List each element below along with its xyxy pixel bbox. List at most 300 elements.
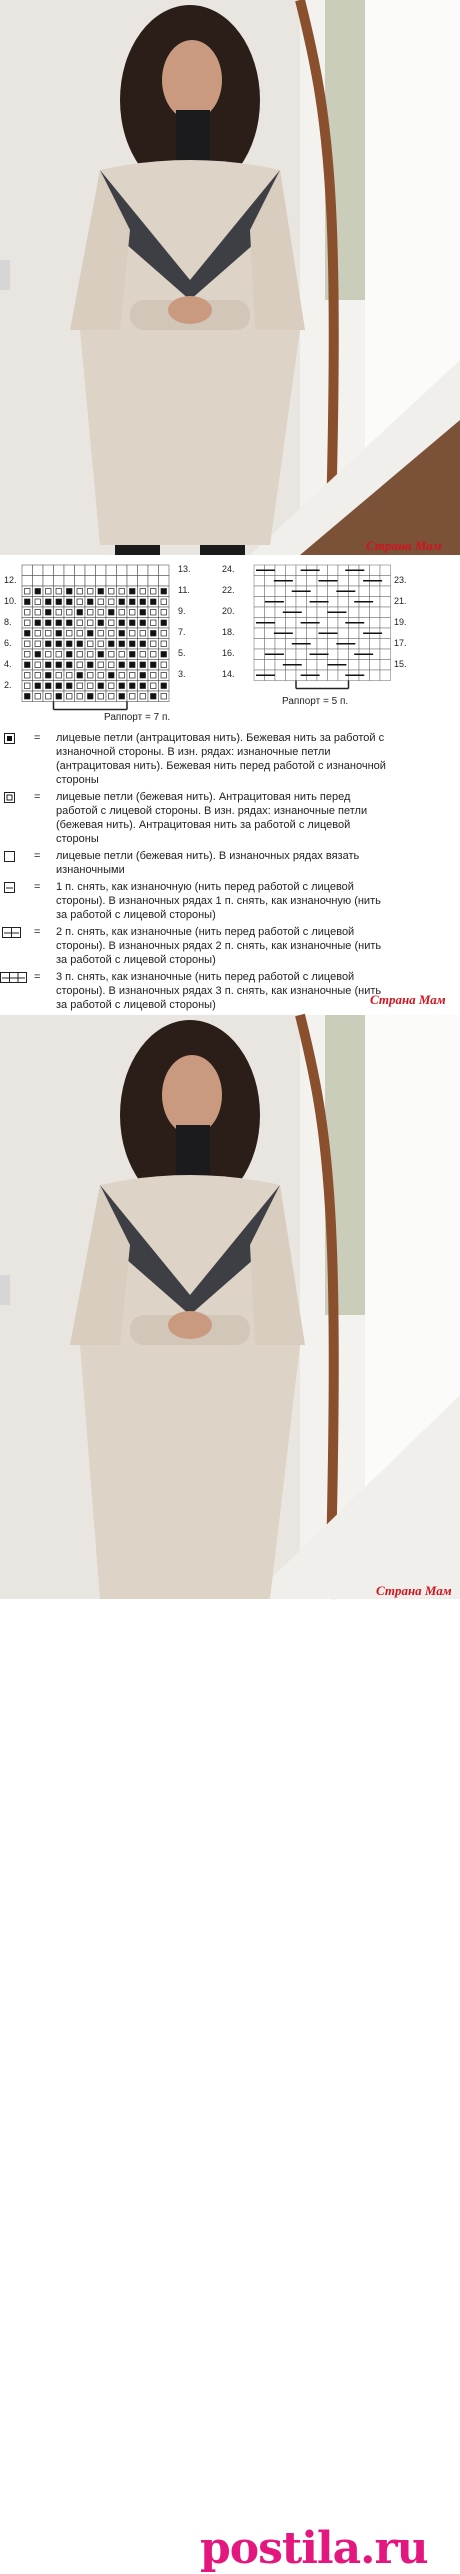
light-stitch [77, 694, 83, 700]
row-number: 20. [222, 606, 235, 616]
dark-stitch [119, 662, 125, 668]
chart-cell [359, 586, 370, 597]
chart-cell [380, 597, 391, 608]
dark-stitch [25, 631, 31, 637]
equals-sign: = [34, 926, 41, 938]
chart-cell [96, 565, 107, 576]
chart-cell [380, 649, 391, 660]
light-stitch [151, 673, 157, 679]
dark-stitch [151, 694, 157, 700]
chart-cell [370, 618, 381, 629]
dark-stitch [130, 620, 136, 626]
light-stitch [98, 641, 104, 647]
dark-stitch [56, 641, 62, 647]
light-stitch [88, 620, 94, 626]
dark-stitch [98, 620, 104, 626]
dark-stitch [119, 694, 125, 700]
light-stitch [161, 610, 167, 616]
chart-cell [265, 660, 276, 671]
light-stitch [46, 589, 52, 595]
chart-cell [317, 639, 328, 650]
dark-stitch [35, 589, 41, 595]
chart-cell [286, 597, 297, 608]
dark-stitch [98, 589, 104, 595]
light-stitch [35, 673, 41, 679]
slip2-icon [2, 927, 22, 939]
dark-stitch [161, 620, 167, 626]
legend-text: лицевые петли (бежевая нить). Антрацитовая нить перед работой с лицевой стороны. В изн. рядах: изнаночные петли (бежевая нить). Антрацитовая нить за работой с лицевой стороны [56, 791, 368, 845]
light-stitch [56, 673, 62, 679]
light-stitch [109, 631, 115, 637]
legend-item [0, 731, 460, 789]
light-stitch [67, 694, 73, 700]
dark-stitch [25, 662, 31, 668]
chart-cell [75, 565, 86, 576]
light-stitch [67, 610, 73, 616]
light-stitch [161, 694, 167, 700]
light-stitch [109, 694, 115, 700]
chart-cell [265, 628, 276, 639]
dark-stitch [67, 683, 73, 689]
dark-stitch [140, 599, 146, 605]
light-stitch [77, 620, 83, 626]
dark-stitch [25, 694, 31, 700]
dark-stitch [151, 662, 157, 668]
chart-cell [286, 618, 297, 629]
dark-stitch [35, 683, 41, 689]
chart-cell [370, 670, 381, 681]
light-stitch [151, 610, 157, 616]
dark-stitch [56, 599, 62, 605]
equals-sign: = [34, 791, 41, 803]
watermark-strana-mam: Страна Мам [366, 538, 442, 553]
row-number: 13. [178, 564, 191, 574]
row-number: 5. [178, 648, 186, 658]
chart-cell [338, 628, 349, 639]
chart-cell [370, 639, 381, 650]
dark-stitch [109, 673, 115, 679]
dark-stitch [35, 652, 41, 658]
dark-stitch [140, 673, 146, 679]
chart-cell [296, 649, 307, 660]
chart-cell [75, 576, 86, 587]
chart-cell [85, 576, 96, 587]
light-stitch [25, 610, 31, 616]
chart-cell [349, 660, 360, 671]
chart-cell [138, 576, 149, 587]
chart-cell [43, 576, 54, 587]
chart-cell [33, 565, 44, 576]
chart-cell [254, 628, 265, 639]
equals-sign: = [34, 971, 41, 983]
dark-stitch [56, 694, 62, 700]
light-stitch [77, 631, 83, 637]
model-photo-top [0, 0, 460, 555]
light-stitch [35, 694, 41, 700]
dark-stitch [67, 662, 73, 668]
light-stitch [161, 599, 167, 605]
row-number: 24. [222, 564, 235, 574]
chart-cell [254, 660, 265, 671]
chart-cell [349, 576, 360, 587]
chart-cell [117, 565, 128, 576]
dark-stitch [109, 610, 115, 616]
chart-cell [328, 618, 339, 629]
chart-cell [380, 660, 391, 671]
dark-stitch [67, 589, 73, 595]
chart-cell [148, 576, 159, 587]
dark-stitch [67, 620, 73, 626]
postila-logo-text: postila.ru [200, 2523, 428, 2574]
chart-cell [286, 670, 297, 681]
light-stitch [140, 694, 146, 700]
dark-stitch [77, 641, 83, 647]
chart-cell [307, 660, 318, 671]
chart-cell [138, 565, 149, 576]
chart-cell [328, 565, 339, 576]
chart-cell [85, 565, 96, 576]
dark-stitch [130, 599, 136, 605]
chart-cell [254, 649, 265, 660]
chart-cell [275, 586, 286, 597]
chart-cell [338, 576, 349, 587]
dark-stitch [140, 610, 146, 616]
row-number: 4. [4, 659, 12, 669]
chart-cell [380, 565, 391, 576]
empty-square-icon [4, 851, 16, 863]
dark-stitch [140, 641, 146, 647]
light-stitch [35, 631, 41, 637]
dark-stitch [161, 589, 167, 595]
row-number: 19. [394, 617, 407, 627]
light-stitch [119, 610, 125, 616]
chart-cell [370, 660, 381, 671]
chart-cell [286, 565, 297, 576]
dark-stitch [151, 599, 157, 605]
light-stitch [88, 652, 94, 658]
row-number: 6. [4, 638, 12, 648]
light-stitch [151, 589, 157, 595]
row-number: 17. [394, 638, 407, 648]
chart-cell [64, 576, 75, 587]
light-stitch [67, 631, 73, 637]
dark-stitch [46, 610, 52, 616]
dark-stitch [46, 673, 52, 679]
chart-cell [265, 576, 276, 587]
light-stitch [77, 662, 83, 668]
chart-cell [380, 670, 391, 681]
light-stitch [67, 673, 73, 679]
light-stitch [56, 589, 62, 595]
chart-cell [159, 576, 170, 587]
dark-stitch [56, 683, 62, 689]
equals-sign: = [34, 881, 41, 893]
row-number: 16. [222, 648, 235, 658]
light-stitch [130, 673, 136, 679]
chart-cell [317, 607, 328, 618]
light-stitch [119, 652, 125, 658]
chart-cell [54, 576, 65, 587]
chart-cell [275, 565, 286, 576]
light-stitch [56, 610, 62, 616]
light-stitch [25, 589, 31, 595]
chart-cell [265, 586, 276, 597]
legend-item [0, 880, 460, 924]
row-number: 15. [394, 659, 407, 669]
chart-cell [380, 607, 391, 618]
dark-stitch [151, 631, 157, 637]
dark-stitch [25, 599, 31, 605]
light-stitch [140, 631, 146, 637]
light-stitch [88, 683, 94, 689]
light-stitch [98, 662, 104, 668]
dark-stitch [67, 641, 73, 647]
light-stitch [109, 589, 115, 595]
row-number: 7. [178, 627, 186, 637]
chart-cell [328, 649, 339, 660]
dark-stitch [161, 652, 167, 658]
equals-sign: = [34, 850, 41, 862]
dark-stitch [46, 641, 52, 647]
chart-cell [43, 565, 54, 576]
chart-cell [106, 576, 117, 587]
light-stitch [35, 641, 41, 647]
legend-item [0, 849, 460, 879]
dark-stitch [130, 662, 136, 668]
light-stitch [119, 589, 125, 595]
light-stitch [140, 589, 146, 595]
row-number: 18. [222, 627, 235, 637]
chart-cell [307, 628, 318, 639]
light-stitch [35, 599, 41, 605]
dark-stitch [46, 683, 52, 689]
light-stitch [161, 662, 167, 668]
chart-colorwork [20, 563, 180, 693]
chart-cell [265, 607, 276, 618]
light-stitch [77, 683, 83, 689]
chart-cell [254, 607, 265, 618]
dark-stitch [98, 683, 104, 689]
light-stitch [25, 620, 31, 626]
row-number: 14. [222, 669, 235, 679]
light-stitch [77, 589, 83, 595]
dark-stitch [130, 683, 136, 689]
light-stitch [46, 631, 52, 637]
light-stitch [151, 652, 157, 658]
chart-cell [317, 660, 328, 671]
light-stitch [98, 610, 104, 616]
chart-cell [307, 607, 318, 618]
dark-stitch [88, 694, 94, 700]
chart-cell [254, 639, 265, 650]
dark-stitch [46, 620, 52, 626]
watermark-strana-mam: Страна Мам [376, 1583, 452, 1598]
dark-stitch [56, 631, 62, 637]
chart-cell [359, 660, 370, 671]
dark-stitch [109, 641, 115, 647]
dress-illustration [0, 1015, 460, 1599]
chart-cell [359, 639, 370, 650]
light-stitch [88, 589, 94, 595]
chart-cell [22, 565, 33, 576]
dark-stitch [35, 620, 41, 626]
row-number: 22. [222, 585, 235, 595]
light-stitch [88, 641, 94, 647]
light-stitch [109, 683, 115, 689]
rapport-right: Раппорт = 5 п. [282, 696, 349, 707]
chart-cell [307, 576, 318, 587]
light-stitch [151, 683, 157, 689]
chart-cell [148, 565, 159, 576]
light-stitch [151, 620, 157, 626]
slip3-icon [0, 972, 28, 984]
light-stitch [109, 662, 115, 668]
light-stitch [119, 673, 125, 679]
row-number: 21. [394, 596, 407, 606]
legend-text: лицевые петли (антрацитовая нить). Бежевая нить за работой с изнаночной стороны. В изн. рядах: изнаночные петли (антрацитовая нить). Бежевая нить перед работой с изнаночной стороны [56, 732, 386, 786]
chart-cell [254, 576, 265, 587]
dark-stitch [119, 599, 125, 605]
dark-stitch [88, 599, 94, 605]
light-stitch [161, 673, 167, 679]
chart-cell [117, 576, 128, 587]
rapport-left: Раппорт = 7 п. [104, 712, 171, 723]
dark-stitch [140, 620, 146, 626]
chart-cell [275, 618, 286, 629]
dark-stitch [46, 599, 52, 605]
slip1-icon [4, 882, 16, 894]
light-stitch [109, 620, 115, 626]
row-number: 8. [4, 617, 12, 627]
row-number: 10. [4, 596, 17, 606]
dark-stitch [88, 631, 94, 637]
light-stitch [109, 599, 115, 605]
row-number: 11. [178, 585, 190, 595]
pattern-section [0, 555, 460, 1015]
dark-stitch [119, 683, 125, 689]
model-photo-bottom [0, 1015, 460, 2574]
light-stitch [130, 631, 136, 637]
legend-text: 2 п. снять, как изнаночные (нить перед работой с лицевой стороны). В изнаночных рядах 2 п. снять, как изнаночные (нить за работой с лицевой стороны) [56, 926, 382, 966]
chart-cell [159, 565, 170, 576]
chart-cell [254, 597, 265, 608]
chart-cell [296, 576, 307, 587]
dark-stitch [98, 652, 104, 658]
dark-stitch [56, 620, 62, 626]
equals-sign: = [34, 732, 41, 744]
chart-cell [349, 607, 360, 618]
chart-slipstitch [234, 563, 394, 693]
chart-cell [328, 597, 339, 608]
chart-cell [33, 576, 44, 587]
light-stitch [56, 652, 62, 658]
chart-cell [380, 618, 391, 629]
light-stitch [151, 641, 157, 647]
light-stitch [25, 652, 31, 658]
chart-cell [286, 649, 297, 660]
dotted-square-icon [4, 792, 16, 804]
chart-cell [370, 565, 381, 576]
legend-item [0, 925, 460, 969]
light-stitch [98, 694, 104, 700]
light-stitch [77, 652, 83, 658]
chart-cell [380, 586, 391, 597]
chart-cell [370, 586, 381, 597]
chart-cell [380, 639, 391, 650]
chart-cell [296, 628, 307, 639]
row-number: 9. [178, 606, 186, 616]
chart-cell [296, 597, 307, 608]
dark-stitch [77, 673, 83, 679]
light-stitch [130, 694, 136, 700]
dark-stitch [140, 683, 146, 689]
chart-cell [338, 649, 349, 660]
chart-cell [96, 576, 107, 587]
chart-cell [275, 670, 286, 681]
light-stitch [77, 599, 83, 605]
light-stitch [109, 652, 115, 658]
legend-text: лицевые петли (бежевая нить). В изнаночных рядах вязать изнаночными [56, 850, 360, 876]
chart-cell [127, 576, 138, 587]
dress-illustration [0, 0, 460, 555]
chart-cell [127, 565, 138, 576]
chart-cell [338, 597, 349, 608]
light-stitch [98, 631, 104, 637]
chart-cell [254, 586, 265, 597]
chart-cell [317, 586, 328, 597]
dark-stitch [56, 662, 62, 668]
row-number: 12. [4, 575, 17, 585]
filled-square-icon [4, 733, 16, 745]
watermark-strana-mam: Страна Мам [370, 992, 446, 1007]
light-stitch [46, 652, 52, 658]
row-number: 2. [4, 680, 12, 690]
light-stitch [88, 673, 94, 679]
chart-cell [359, 607, 370, 618]
light-stitch [25, 673, 31, 679]
light-stitch [161, 631, 167, 637]
chart-cell [265, 639, 276, 650]
dark-stitch [67, 599, 73, 605]
dark-stitch [88, 662, 94, 668]
postila-logo [200, 2523, 428, 2574]
light-stitch [140, 652, 146, 658]
dark-stitch [130, 641, 136, 647]
dark-stitch [119, 620, 125, 626]
light-stitch [46, 694, 52, 700]
row-number: 3. [178, 669, 186, 679]
light-stitch [130, 610, 136, 616]
light-stitch [25, 683, 31, 689]
legend-item [0, 790, 460, 848]
chart-cell [370, 607, 381, 618]
dark-stitch [119, 641, 125, 647]
dark-stitch [130, 589, 136, 595]
dark-stitch [140, 662, 146, 668]
chart-cell [275, 639, 286, 650]
light-stitch [25, 641, 31, 647]
legend-text: 3 п. снять, как изнаночные (нить перед работой с лицевой стороны). В изнаночных рядах 3 п. снять, как изнаночные (нить за работой с лицевой стороны) [56, 971, 382, 1011]
light-stitch [98, 673, 104, 679]
dark-stitch [77, 610, 83, 616]
legend-text: 1 п. снять, как изнаночную (нить перед работой с лицевой стороны). В изнаночных рядах 1 п. снять, как изнаночную (нить за работой с лицевой стороны) [56, 881, 381, 921]
light-stitch [35, 610, 41, 616]
row-number: 23. [394, 575, 407, 585]
chart-cell [349, 628, 360, 639]
chart-cell [64, 565, 75, 576]
dark-stitch [67, 652, 73, 658]
dark-stitch [46, 662, 52, 668]
